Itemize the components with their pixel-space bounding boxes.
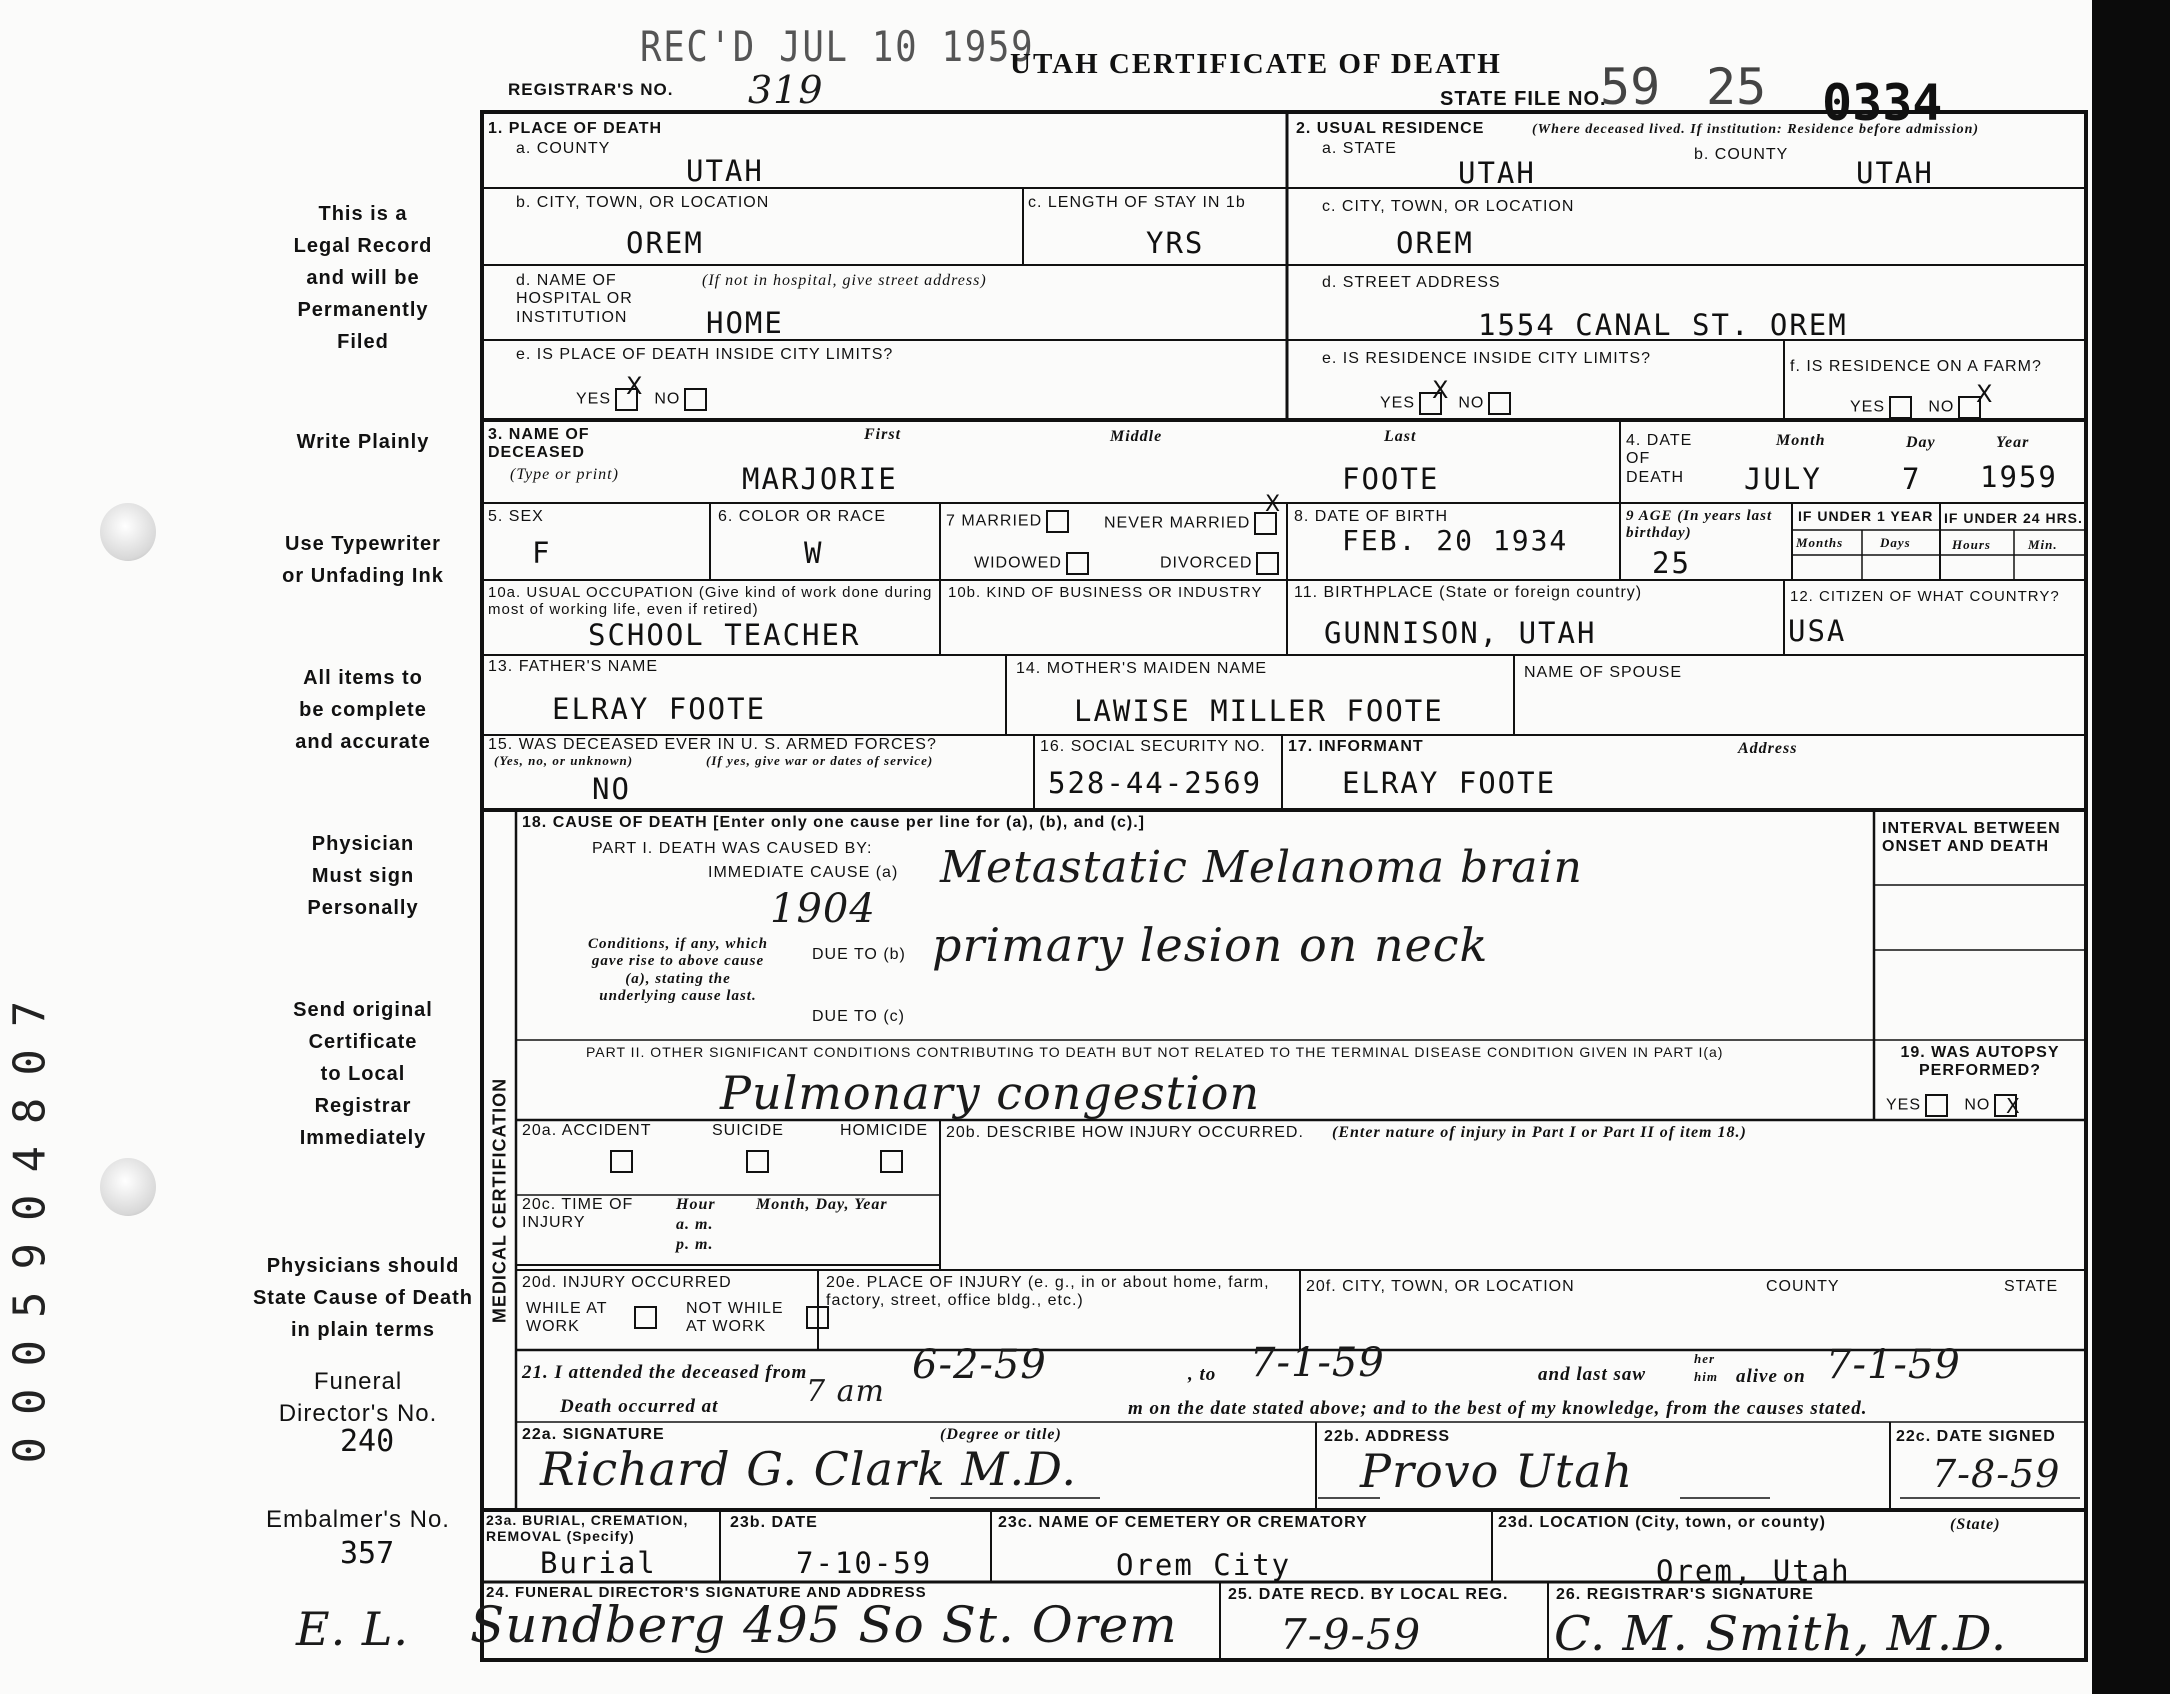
occupation-label: 10a. USUAL OCCUPATION (Give kind of work done during most of working life, even if retired) [488, 584, 933, 619]
race-label: 6. COLOR OR RACE [718, 508, 887, 525]
never-married-label: NEVER MARRIED [1104, 512, 1277, 535]
city-value: OREM [626, 226, 704, 260]
homicide-label: HOMICIDE [840, 1122, 928, 1139]
injury-county-label: COUNTY [1766, 1278, 1840, 1295]
citizen-value: USA [1788, 614, 1847, 648]
homicide-checkbox[interactable] [880, 1150, 903, 1173]
funeral-director-signature: Sundberg 495 So St. Orem [470, 1596, 1178, 1654]
armed-forces-label: 15. WAS DECEASED EVER IN U. S. ARMED FORCES? [488, 736, 937, 753]
last-name-value: FOOTE [1342, 462, 1440, 496]
inside-city-yes-mark: X [626, 372, 643, 400]
burial-date-label: 23b. DATE [730, 1514, 818, 1531]
minutes-label: Min. [2028, 537, 2058, 552]
injury-city-label: 20f. CITY, TOWN, OR LOCATION [1306, 1278, 1575, 1295]
while-at-work-label: WHILE AT WORK [526, 1300, 608, 1336]
funeral-director-no: 240 [340, 1424, 395, 1459]
immediate-cause-value: Metastatic Melanoma brain [940, 842, 1583, 893]
funeral-signature-label: 24. FUNERAL DIRECTOR'S SIGNATURE AND ADDRESS [486, 1584, 927, 1601]
location-label: 23d. LOCATION (City, town, or county) [1498, 1514, 1826, 1531]
time-injury-label: 20c. TIME OF INJURY [522, 1196, 634, 1232]
part-2-value: Pulmonary congestion [720, 1066, 1261, 1120]
length-of-stay-value: YRS [1146, 226, 1205, 260]
while-at-work-checkbox[interactable] [634, 1306, 657, 1329]
residence-inside-label: e. IS RESIDENCE INSIDE CITY LIMITS? [1322, 350, 1651, 367]
street-address-value: 1554 CANAL ST. OREM [1478, 308, 1848, 342]
farm-yes-checkbox[interactable] [1889, 396, 1912, 419]
birthplace-label: 11. BIRTHPLACE (State or foreign country) [1294, 584, 1643, 601]
hospital-note: (If not in hospital, give street address) [702, 272, 987, 289]
city-label: b. CITY, TOWN, OR LOCATION [516, 194, 770, 211]
funeral-director-initials: E. L. [296, 1602, 409, 1656]
medical-certification-label: MEDICAL CERTIFICATION [489, 1077, 510, 1324]
injury-occurred-label: 20d. INJURY OCCURRED [522, 1274, 732, 1291]
inside-city-no-checkbox[interactable] [684, 388, 707, 411]
type-print-label: (Type or print) [510, 466, 619, 483]
her-label: her [1694, 1351, 1716, 1366]
received-stamp: REC'D JUL 10 1959 [640, 22, 1035, 71]
divorced-checkbox[interactable] [1256, 552, 1279, 575]
physician-address: Provo Utah [1360, 1444, 1634, 1498]
sex-value: F [532, 536, 552, 570]
due-to-c-label: DUE TO (c) [812, 1008, 905, 1025]
physician-signature: Richard G. Clark M.D. [540, 1442, 1077, 1496]
year-label: Year [1996, 434, 2030, 451]
hospital-label: d. NAME OF HOSPITAL OR INSTITUTION [516, 272, 633, 326]
autopsy-options: YES NO [1886, 1094, 2017, 1117]
margin-physicians-should: Physicians should State Cause of Death in plain terms [252, 1255, 474, 1341]
him-label: him [1694, 1369, 1718, 1384]
alive-on-label: alive on [1736, 1366, 1806, 1387]
sex-label: 5. SEX [488, 508, 544, 525]
registrar-signature: C. M. Smith, M.D. [1554, 1606, 2008, 1662]
first-name-value: MARJORIE [742, 462, 898, 496]
dob-label: 8. DATE OF BIRTH [1294, 508, 1449, 525]
how-injury-note: (Enter nature of injury in Part I or Part II of item 18.) [1332, 1124, 1747, 1141]
state-paren-label: (State) [1950, 1516, 2001, 1533]
injury-state-label: STATE [2004, 1278, 2059, 1295]
registrar-signature-label: 26. REGISTRAR'S SIGNATURE [1556, 1586, 1814, 1603]
page-edge [2092, 0, 2170, 1694]
margin-write-plainly: Write Plainly [296, 431, 430, 453]
embalmer-no: 357 [340, 1536, 395, 1571]
certificate-title: UTAH CERTIFICATE OF DEATH [1010, 48, 1502, 80]
date-recd-value: 7-9-59 [1280, 1610, 1422, 1659]
location-value: Orem, Utah [1656, 1554, 1851, 1588]
pm-label: p. m. [676, 1236, 714, 1253]
due-to-b-value: primary lesion on neck [932, 918, 1489, 972]
citizen-label: 12. CITIZEN OF WHAT COUNTRY? [1790, 588, 2060, 605]
day-label: Day [1906, 434, 1936, 451]
state-label: a. STATE [1322, 140, 1397, 157]
race-value: W [804, 536, 824, 570]
address-label: Address [1738, 740, 1798, 757]
farm-label: f. IS RESIDENCE ON A FARM? [1790, 358, 2042, 375]
vertical-document-number: 0005904807 [4, 978, 56, 1464]
margin-all-items: All items to be complete and accurate [295, 667, 431, 753]
accident-label: 20a. ACCIDENT [522, 1122, 652, 1139]
residence-state-value: UTAH [1458, 156, 1536, 190]
death-rest-label: m on the date stated above; and to the best of my knowledge, from the causes stated. [1128, 1398, 1868, 1419]
autopsy-label: 19. WAS AUTOPSY PERFORMED? [1900, 1044, 2060, 1080]
certificate-form [470, 110, 2090, 1664]
autopsy-no-mark: X [2006, 1094, 2020, 1118]
mother-label: 14. MOTHER'S MAIDEN NAME [1016, 660, 1268, 677]
armed-forces-value: NO [592, 772, 631, 806]
usual-residence-label: 2. USUAL RESIDENCE [1296, 120, 1485, 137]
attended-to-value: 7-1-59 [1250, 1340, 1385, 1386]
registrar-no-label: REGISTRAR'S NO. [508, 80, 674, 99]
part-2-label: PART II. OTHER SIGNIFICANT CONDITIONS CONTRIBUTING TO DEATH BUT NOT RELATED TO THE TERMINAL DISEASE CONDITION GIVEN IN PART I(a) [586, 1044, 1724, 1060]
attended-label: 21. I attended the deceased from [522, 1362, 808, 1383]
signature-label: 22a. SIGNATURE [522, 1426, 665, 1443]
farm-options: YES NO [1850, 396, 1981, 419]
accident-checkbox[interactable] [610, 1150, 633, 1173]
age-label: 9 AGE (In years last birthday) [1626, 508, 1773, 542]
residence-inside-options: YES NO [1380, 392, 1511, 415]
to-label: , to [1188, 1364, 1217, 1385]
alive-on-value: 7-1-59 [1826, 1342, 1961, 1388]
funeral-director-no-label: Funeral Director's No. [278, 1368, 438, 1427]
part-1-label: PART I. DEATH WAS CAUSED BY: [592, 840, 873, 857]
last-saw-label: and last saw [1538, 1364, 1647, 1385]
residence-city-label: c. CITY, TOWN, OR LOCATION [1322, 198, 1575, 215]
married-checkbox[interactable] [1046, 510, 1069, 533]
burial-date-value: 7-10-59 [796, 1546, 933, 1580]
suicide-checkbox[interactable] [746, 1150, 769, 1173]
widowed-label: WIDOWED [974, 552, 1089, 575]
date-recd-label: 25. DATE RECD. BY LOCAL REG. [1228, 1586, 1509, 1603]
county-value: UTAH [686, 154, 764, 188]
death-occurred-label: Death occurred at [560, 1396, 719, 1417]
how-injury-label: 20b. DESCRIBE HOW INJURY OCCURRED. [946, 1124, 1304, 1141]
am-label: a. m. [676, 1216, 714, 1233]
cemetery-value: Orem City [1116, 1548, 1292, 1582]
embalmer-no-label: Embalmer's No. [266, 1506, 450, 1533]
autopsy-yes-checkbox[interactable] [1925, 1094, 1948, 1117]
place-of-death-label: 1. PLACE OF DEATH [488, 120, 663, 137]
cause-year-note: 1904 [770, 886, 876, 932]
married-label: 7 MARRIED [946, 510, 1069, 533]
armed-note-2: (If yes, give war or dates of service) [706, 753, 934, 768]
death-year-value: 1959 [1980, 460, 2058, 494]
informant-value: ELRAY FOOTE [1342, 766, 1557, 800]
residence-city-value: OREM [1396, 226, 1474, 260]
informant-label: 17. INFORMANT [1288, 738, 1424, 755]
months-label: Months [1796, 535, 1844, 550]
birthplace-value: GUNNISON, UTAH [1324, 616, 1597, 650]
punch-hole [100, 1158, 156, 1216]
ssn-label: 16. SOCIAL SECURITY NO. [1040, 738, 1266, 755]
middle-label: Middle [1110, 428, 1163, 445]
residence-inside-yes-mark: X [1432, 376, 1449, 404]
father-label: 13. FATHER'S NAME [488, 658, 659, 675]
burial-label: 23a. BURIAL, CREMATION, REMOVAL (Specify) [486, 1512, 689, 1545]
conditions-label: Conditions, if any, which gave rise to above cause (a), stating the underlying cause last. [588, 936, 768, 1004]
father-value: ELRAY FOOTE [552, 692, 767, 726]
not-while-work-label: NOT WHILE AT WORK [686, 1300, 784, 1336]
month-label: Month [1776, 432, 1826, 449]
attended-from-value: 6-2-59 [912, 1342, 1047, 1388]
spouse-label: NAME OF SPOUSE [1524, 664, 1683, 681]
usual-residence-note: (Where deceased lived. If institution: Residence before admission) [1532, 122, 1980, 137]
address-22-label: 22b. ADDRESS [1324, 1428, 1451, 1445]
death-day-value: 7 [1902, 462, 1922, 496]
suicide-label: SUICIDE [712, 1122, 784, 1139]
death-month-value: JULY [1744, 462, 1822, 496]
date-signed-value: 7-8-59 [1932, 1452, 2061, 1496]
under-1-year-label: IF UNDER 1 YEAR [1798, 508, 1934, 524]
residence-county-label: b. COUNTY [1694, 146, 1789, 163]
widowed-checkbox[interactable] [1066, 552, 1089, 575]
immediate-cause-label: IMMEDIATE CAUSE (a) [708, 864, 899, 881]
date-signed-label: 22c. DATE SIGNED [1896, 1428, 2056, 1445]
margin-physician: Physician Must sign Personally [307, 833, 419, 919]
mother-value: LAWISE MILLER FOOTE [1074, 694, 1444, 728]
state-file-part-b: 25 [1706, 58, 1767, 116]
street-address-label: d. STREET ADDRESS [1322, 274, 1501, 291]
place-injury-label: 20e. PLACE OF INJURY (e. g., in or about home, farm, factory, street, office bldg., etc.) [826, 1274, 1270, 1310]
degree-label: (Degree or title) [940, 1426, 1062, 1443]
inside-city-options: YES NO [576, 388, 707, 411]
last-label: Last [1384, 428, 1417, 445]
due-to-b-label: DUE TO (b) [812, 946, 906, 963]
hours-label: Hours [1952, 537, 1991, 552]
farm-no-mark: X [1976, 380, 1993, 408]
length-of-stay-label: c. LENGTH OF STAY IN 1b [1028, 194, 1246, 211]
under-24-hrs-label: IF UNDER 24 HRS. [1944, 510, 2083, 526]
margin-legal-record: This is a Legal Record and will be Permanently Filed [293, 203, 433, 353]
death-time-value: 7 am [806, 1374, 885, 1409]
punch-hole [100, 503, 156, 561]
residence-inside-no-checkbox[interactable] [1488, 392, 1511, 415]
days-label: Days [1880, 535, 1911, 550]
cemetery-label: 23c. NAME OF CEMETERY OR CREMATORY [998, 1514, 1368, 1531]
business-label: 10b. KIND OF BUSINESS OR INDUSTRY [948, 584, 1263, 601]
state-file-label: STATE FILE NO. [1440, 88, 1607, 110]
hospital-value: HOME [706, 306, 784, 340]
cause-of-death-label: 18. CAUSE OF DEATH [Enter only one cause per line for (a), (b), and (c).] [522, 814, 1145, 831]
ssn-value: 528-44-2569 [1048, 766, 1263, 800]
interval-label: INTERVAL BETWEEN ONSET AND DEATH [1882, 820, 2061, 856]
burial-value: Burial [540, 1546, 657, 1580]
inside-city-label: e. IS PLACE OF DEATH INSIDE CITY LIMITS? [516, 346, 894, 363]
never-married-mark: X [1265, 492, 1281, 517]
margin-send-original: Send original Certificate to Local Registrar Immediately [293, 999, 433, 1149]
divorced-label: DIVORCED [1160, 552, 1279, 575]
date-of-death-label: 4. DATE OF DEATH [1626, 432, 1693, 486]
state-file-part-a: 59 [1600, 58, 1661, 116]
hour-label: Hour [676, 1196, 716, 1213]
margin-typewriter: Use Typewriter or Unfading Ink [282, 533, 444, 587]
first-label: First [864, 426, 902, 443]
armed-note-1: (Yes, no, or unknown) [494, 753, 634, 768]
registrar-no: 319 [748, 68, 824, 112]
dob-value: FEB. 20 1934 [1342, 524, 1569, 557]
state-file-part-c: 0334 [1822, 74, 1943, 132]
occupation-value: SCHOOL TEACHER [588, 618, 861, 652]
county-label: a. COUNTY [516, 140, 611, 157]
name-deceased-label: 3. NAME OF DECEASED [488, 426, 590, 462]
age-value: 25 [1652, 546, 1691, 580]
residence-county-value: UTAH [1856, 156, 1934, 190]
month-day-year-label: Month, Day, Year [756, 1196, 888, 1213]
